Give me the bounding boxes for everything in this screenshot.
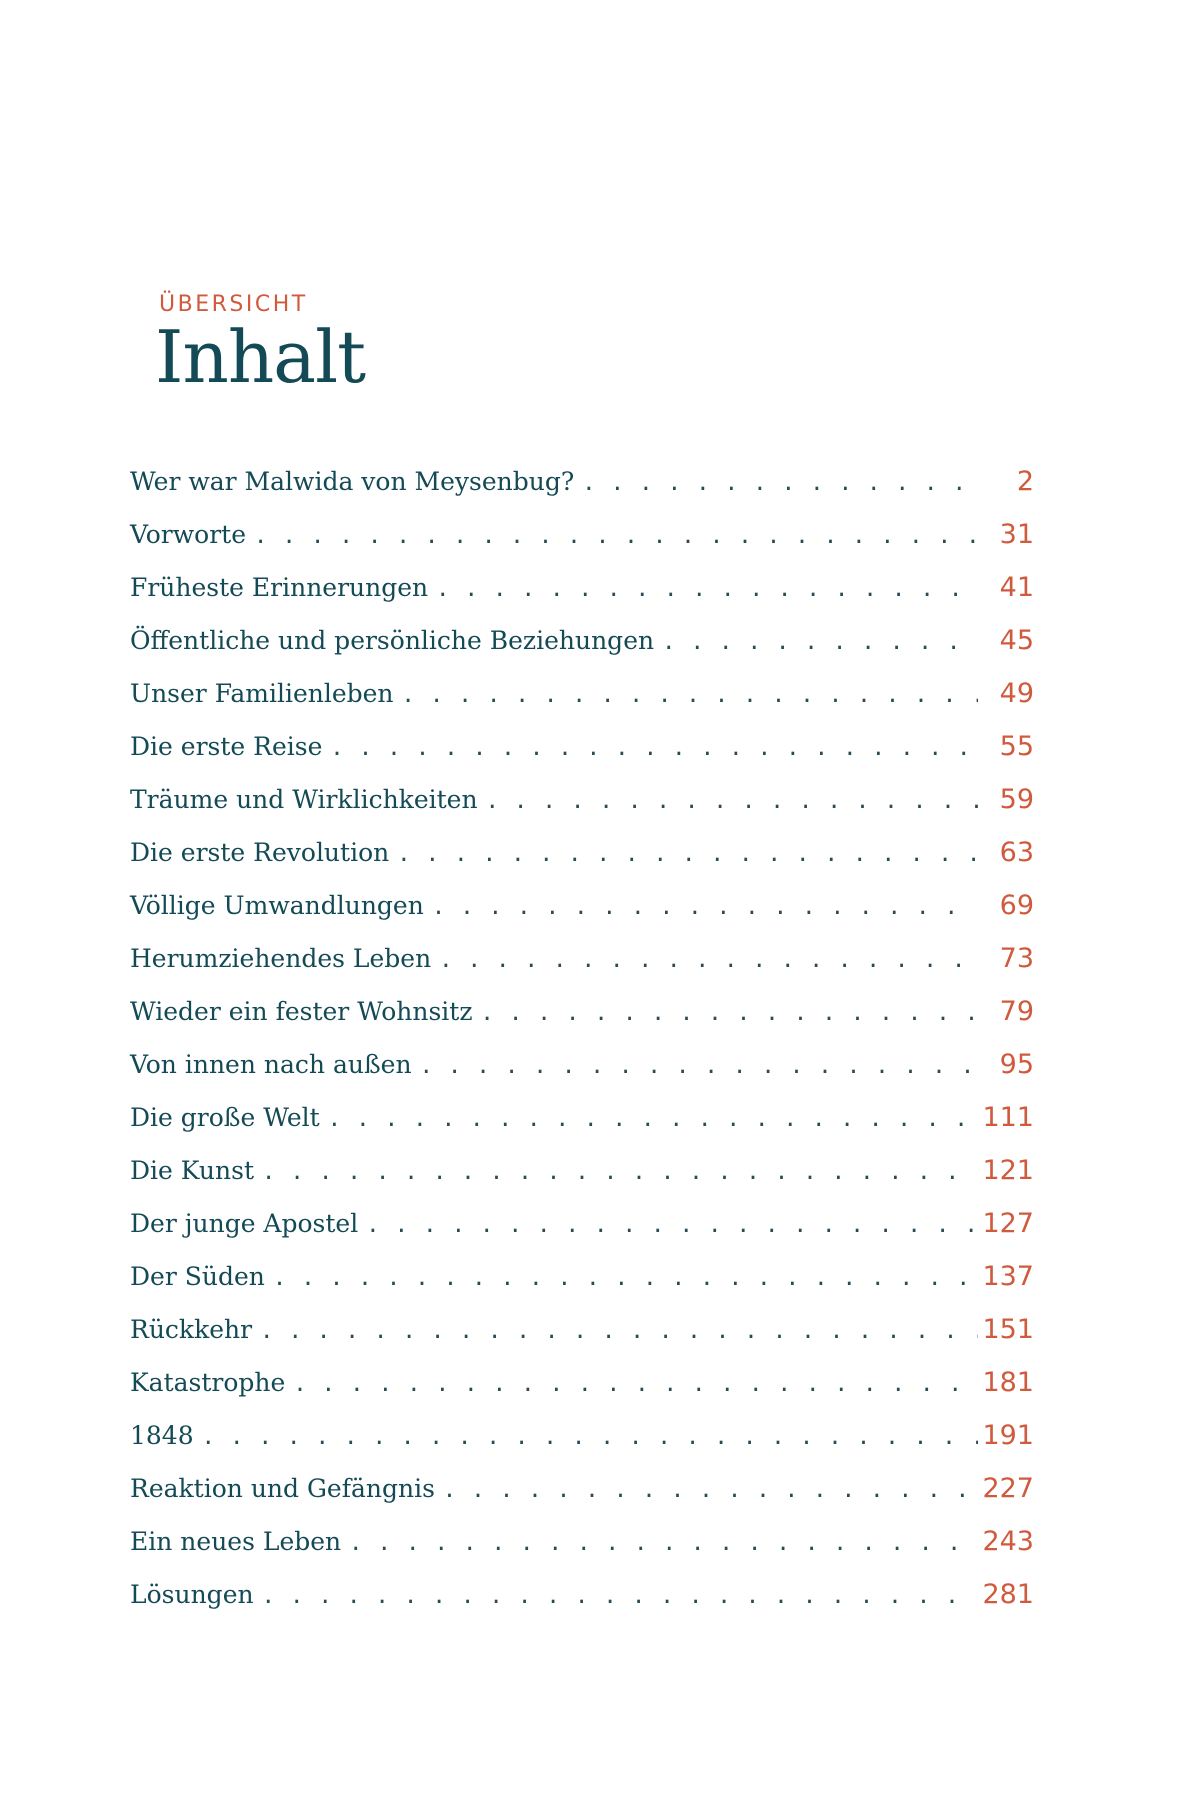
- toc-entry-page: 243: [982, 1526, 1034, 1557]
- toc-entry-title: Unser Familienleben: [130, 679, 394, 708]
- toc-entry[interactable]: [130, 932, 1034, 985]
- toc-entry[interactable]: [130, 1409, 1034, 1462]
- toc-entry-title: Der Süden: [130, 1262, 265, 1291]
- toc-entry-page: 2: [1016, 466, 1034, 497]
- toc-entry-title: Die Kunst: [130, 1156, 254, 1185]
- toc-entry[interactable]: [130, 720, 1034, 773]
- toc-entry-title: Völlige Umwandlungen: [130, 891, 424, 920]
- toc-entry-page: 191: [982, 1420, 1034, 1451]
- toc-dot-leader: [432, 881, 978, 934]
- toc-entry-page: 31: [999, 519, 1034, 550]
- toc-dot-leader: [582, 457, 978, 510]
- toc-entry-page: 121: [982, 1155, 1034, 1186]
- toc-entry[interactable]: [130, 879, 1034, 932]
- toc-entry-page: 111: [982, 1102, 1034, 1133]
- toc-entry-page: 69: [999, 890, 1034, 921]
- toc-dot-leader: [349, 1517, 978, 1570]
- toc-entry[interactable]: [130, 455, 1034, 508]
- toc-dot-leader: [402, 669, 978, 722]
- section-kicker: ÜBERSICHT: [159, 292, 308, 317]
- toc-dot-leader: [260, 1305, 978, 1358]
- toc-entry-title: Wer war Malwida von Meysenbug?: [130, 467, 575, 496]
- toc-entry[interactable]: [130, 1356, 1034, 1409]
- toc-entry[interactable]: [130, 1197, 1034, 1250]
- toc-dot-leader: [439, 934, 978, 987]
- toc-entry-page: 79: [999, 996, 1034, 1027]
- toc-entry[interactable]: [130, 1250, 1034, 1303]
- toc-entry-title: Die erste Revolution: [130, 838, 390, 867]
- toc-entry-title: Träume und Wirklichkeiten: [130, 785, 478, 814]
- toc-dot-leader: [481, 987, 979, 1040]
- toc-entry[interactable]: [130, 985, 1034, 1038]
- toc-entry-page: 227: [982, 1473, 1034, 1504]
- toc-entry-title: Wieder ein fester Wohnsitz: [130, 997, 473, 1026]
- table-of-contents: [130, 455, 1034, 1621]
- toc-entry-page: 181: [982, 1367, 1034, 1398]
- toc-entry-title: Reaktion und Gefängnis: [130, 1474, 435, 1503]
- toc-entry[interactable]: [130, 1568, 1034, 1621]
- toc-entry-page: 137: [982, 1261, 1034, 1292]
- toc-entry-page: 95: [999, 1049, 1034, 1080]
- toc-dot-leader: [273, 1252, 978, 1305]
- toc-entry-title: Ein neues Leben: [130, 1527, 342, 1556]
- toc-entry[interactable]: [130, 1091, 1034, 1144]
- toc-entry-title: Lösungen: [130, 1580, 254, 1609]
- toc-entry-title: Öffentliche und persönliche Beziehungen: [130, 626, 655, 655]
- toc-entry[interactable]: [130, 1038, 1034, 1091]
- toc-dot-leader: [397, 828, 978, 881]
- toc-entry-title: Früheste Erinnerungen: [130, 573, 429, 602]
- toc-entry-page: 151: [982, 1314, 1034, 1345]
- toc-dot-leader: [436, 563, 978, 616]
- toc-entry[interactable]: [130, 1144, 1034, 1197]
- toc-entry-page: 59: [999, 784, 1034, 815]
- toc-dot-leader: [262, 1146, 978, 1199]
- toc-entry-title: Rückkehr: [130, 1315, 253, 1344]
- toc-dot-leader: [262, 1570, 978, 1623]
- toc-entry[interactable]: [130, 614, 1034, 667]
- toc-dot-leader: [254, 510, 978, 563]
- toc-entry-page: 281: [982, 1579, 1034, 1610]
- toc-entry-title: Katastrophe: [130, 1368, 286, 1397]
- toc-dot-leader: [443, 1464, 978, 1517]
- toc-entry[interactable]: [130, 826, 1034, 879]
- toc-entry-page: 41: [999, 572, 1034, 603]
- toc-dot-leader: [420, 1040, 978, 1093]
- page-title: Inhalt: [155, 315, 366, 399]
- toc-entry[interactable]: [130, 1515, 1034, 1568]
- toc-entry-title: Die große Welt: [130, 1103, 320, 1132]
- toc-entry-title: Die erste Reise: [130, 732, 323, 761]
- toc-dot-leader: [293, 1358, 978, 1411]
- toc-entry[interactable]: [130, 667, 1034, 720]
- toc-dot-leader: [662, 616, 978, 669]
- toc-entry-title: Herumziehendes Leben: [130, 944, 432, 973]
- toc-entry[interactable]: [130, 561, 1034, 614]
- toc-entry-title: Der junge Apostel: [130, 1209, 359, 1238]
- toc-entry-page: 49: [999, 678, 1034, 709]
- toc-dot-leader: [486, 775, 978, 828]
- toc-entry[interactable]: [130, 773, 1034, 826]
- toc-dot-leader: [202, 1411, 978, 1464]
- toc-entry-page: 63: [999, 837, 1034, 868]
- toc-entry[interactable]: [130, 1303, 1034, 1356]
- toc-entry-page: 127: [982, 1208, 1034, 1239]
- toc-entry[interactable]: [130, 1462, 1034, 1515]
- toc-entry-title: 1848: [130, 1421, 194, 1450]
- toc-entry-page: 45: [999, 625, 1034, 656]
- toc-entry-page: 73: [999, 943, 1034, 974]
- toc-entry[interactable]: [130, 508, 1034, 561]
- toc-entry-page: 55: [999, 731, 1034, 762]
- toc-entry-title: Von innen nach außen: [130, 1050, 412, 1079]
- toc-dot-leader: [328, 1093, 978, 1146]
- toc-dot-leader: [366, 1199, 978, 1252]
- toc-entry-title: Vorworte: [130, 520, 247, 549]
- toc-dot-leader: [330, 722, 978, 775]
